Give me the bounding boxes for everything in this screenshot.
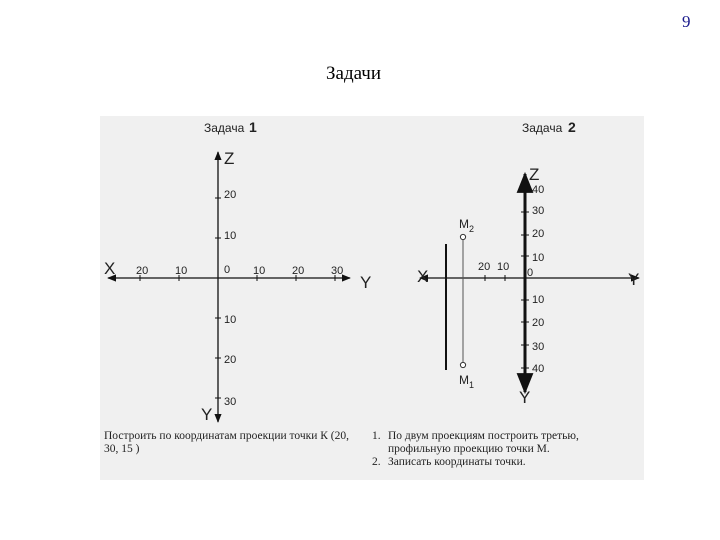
task2-title-prefix: Задача [522, 121, 563, 135]
task2-axis-y-vertical-label: Y [519, 388, 531, 407]
task1-title-prefix: Задача [204, 121, 245, 135]
task2-tick-left-20: 20 [478, 261, 491, 273]
task2-tick-up-30: 30 [532, 205, 545, 217]
task2-instruction-2-text: Записать координаты точки. [388, 456, 526, 468]
task1-origin-label: 0 [224, 264, 231, 276]
task1-tick-down-30: 30 [224, 396, 237, 408]
task2-title-number: 2 [568, 119, 576, 135]
task1-title-number: 1 [249, 119, 257, 135]
task2-tick-up-20: 20 [532, 228, 545, 240]
task2-m2-label [459, 217, 474, 234]
task1-description: Построить по координатам проекции точки К (20, 30, 15 ) [104, 430, 349, 455]
task2-origin-label: 0 [527, 267, 534, 279]
task1-tick-marks [140, 198, 335, 398]
task2-point-m1 [460, 362, 465, 367]
task2-tick-marks [485, 192, 529, 368]
task1-axis-y-vertical-label: Y [201, 405, 213, 424]
task2-m2-subscript: 2 [469, 224, 475, 234]
task1-tick-right-20: 20 [292, 265, 305, 277]
task2-tick-up-10: 10 [532, 252, 545, 264]
task2-axis-z-label: Z [529, 165, 540, 184]
task1-axis-y-label: Y [360, 273, 372, 292]
task1-axis-x-label: X [104, 259, 116, 278]
slide-title: Задачи [326, 63, 382, 84]
task2-tick-down-20: 20 [532, 317, 545, 329]
task2-m1-label [459, 373, 474, 390]
task2-m1-subscript: 1 [469, 380, 475, 390]
task2-instruction-1-number: 1. [372, 430, 381, 442]
task2-tick-down-10: 10 [532, 294, 545, 306]
task1-tick-left-10: 10 [175, 265, 188, 277]
tasks-figure [100, 116, 644, 480]
task2-tick-up-40: 40 [532, 184, 545, 196]
task2-instruction-2-number: 2. [372, 456, 381, 468]
task2-instructions [372, 430, 640, 469]
task1-tick-down-10: 10 [224, 314, 237, 326]
task2-instruction-2 [372, 456, 640, 469]
tasks-diagram [100, 116, 644, 480]
task2-point-m2 [460, 234, 465, 239]
task2-tick-down-30: 30 [532, 341, 545, 353]
task2-m1-letter: M [459, 373, 469, 387]
task1-tick-up-20: 20 [224, 189, 237, 201]
task2-instruction-1-text: По двум проекциям построить третью, профильную проекцию точки М. [388, 430, 579, 455]
task1-tick-right-10: 10 [253, 265, 266, 277]
task1-axis-z-label: Z [224, 149, 235, 168]
task1-tick-right-30: 30 [331, 265, 344, 277]
task1-tick-left-20: 20 [136, 265, 149, 277]
task2-instruction-1 [372, 430, 640, 456]
task2-axis-y-label: Y [628, 270, 640, 289]
task1-tick-down-20: 20 [224, 354, 237, 366]
task2-tick-left-10: 10 [497, 261, 510, 273]
task1-tick-up-10: 10 [224, 230, 237, 242]
page-number: 9 [682, 12, 691, 31]
task2-m2-letter: M [459, 217, 469, 231]
task2-tick-down-40: 40 [532, 363, 545, 375]
task2-axis-x-label: X [417, 267, 429, 286]
